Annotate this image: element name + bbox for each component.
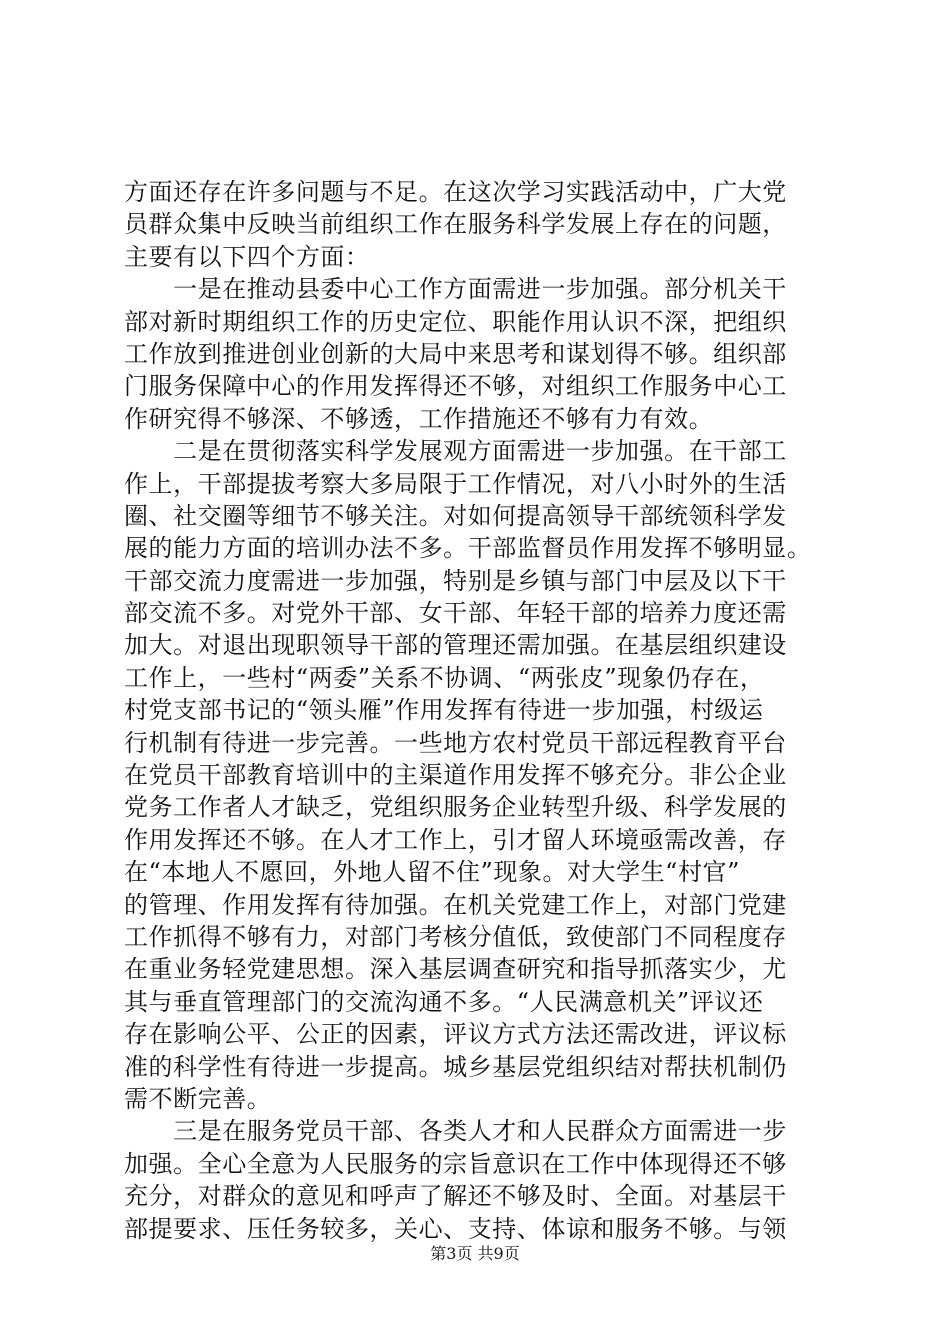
text-line: 的管理、作用发挥有待加强。在机关党建工作上，对部门党建 — [124, 890, 787, 919]
text-line: 需不断完善。 — [124, 1084, 272, 1113]
text-line: 部提要求、压任务较多，关心、支持、体谅和服务不够。与领 — [124, 1214, 787, 1243]
text-line: 员群众集中反映当前组织工作在服务科学发展上存在的问题， — [124, 210, 787, 239]
text-line: 作上，干部提拔考察大多局限于工作情况，对八小时外的生活 — [124, 469, 787, 498]
text-line: 作研究得不够深、不够透，工作措施还不够有力有效。 — [124, 404, 714, 433]
text-line: 其与垂直管理部门的交流沟通不多。“人民满意机关”评议还 — [124, 987, 764, 1016]
text-line: 村党支部书记的“领头雁”作用发挥有待进一步加强，村级运 — [124, 696, 764, 725]
text-line: 准的科学性有待进一步提高。城乡基层党组织结对帮扶机制仍 — [124, 1052, 787, 1081]
text-line: 作用发挥还不够。在人才工作上，引才留人环境亟需改善，存 — [124, 825, 787, 854]
text-line: 门服务保障中心的作用发挥得还不够，对组织工作服务中心工 — [124, 372, 787, 401]
text-line: 加大。对退出现职领导干部的管理还需加强。在基层组织建设 — [124, 631, 787, 660]
text-line: 方面还存在许多问题与不足。在这次学习实践活动中，广大党 — [124, 178, 787, 206]
text-line: 党务工作者人才缺乏，党组织服务企业转型升级、科学发展的 — [124, 793, 787, 822]
text-line: 三是在服务党员干部、各类人才和人民群众方面需进一步 — [124, 1117, 787, 1146]
text-line: 展的能力方面的培训办法不多。干部监督员作用发挥不够明显。 — [124, 534, 812, 563]
text-line: 部交流不多。对党外干部、女干部、年轻干部的培养力度还需 — [124, 599, 787, 628]
text-line: 圈、社交圈等细节不够关注。对如何提高领导干部统领科学发 — [124, 501, 787, 530]
body-text — [124, 176, 830, 1245]
text-line: 主要有以下四个方面： — [124, 242, 370, 271]
text-line: 充分，对群众的意见和呼声了解还不够及时、全面。对基层干 — [124, 1182, 787, 1211]
text-line: 工作抓得不够有力，对部门考核分值低，致使部门不同程度存 — [124, 922, 787, 951]
text-line: 一是在推动县委中心工作方面需进一步加强。部分机关干 — [124, 275, 787, 304]
text-line: 工作上，一些村“两委”关系不协调、“两张皮”现象仍存在， — [124, 663, 765, 692]
text-line: 部对新时期组织工作的历史定位、职能作用认识不深，把组织 — [124, 307, 787, 336]
text-line: 行机制有待进一步完善。一些地方农村党员干部远程教育平台 — [124, 728, 787, 757]
text-line: 加强。全心全意为人民服务的宗旨意识在工作中体现得还不够 — [124, 1149, 787, 1178]
text-line: 二是在贯彻落实科学发展观方面需进一步加强。在干部工 — [124, 437, 787, 466]
text-line: 存在影响公平、公正的因素，评议方式方法还需改进，评议标 — [124, 1020, 787, 1049]
text-line: 在重业务轻党建思想。深入基层调查研究和指导抓落实少，尤 — [124, 955, 787, 984]
text-line: 在“本地人不愿回，外地人留不住”现象。对大学生“村官” — [124, 858, 740, 887]
text-line: 干部交流力度需进一步加强，特别是乡镇与部门中层及以下干 — [124, 566, 787, 595]
text-line: 在党员干部教育培训中的主渠道作用发挥不够充分。非公企业 — [124, 761, 787, 790]
page-footer: 第3页 共9页 — [430, 1244, 520, 1263]
text-line: 工作放到推进创业创新的大局中来思考和谋划得不够。组织部 — [124, 339, 787, 368]
